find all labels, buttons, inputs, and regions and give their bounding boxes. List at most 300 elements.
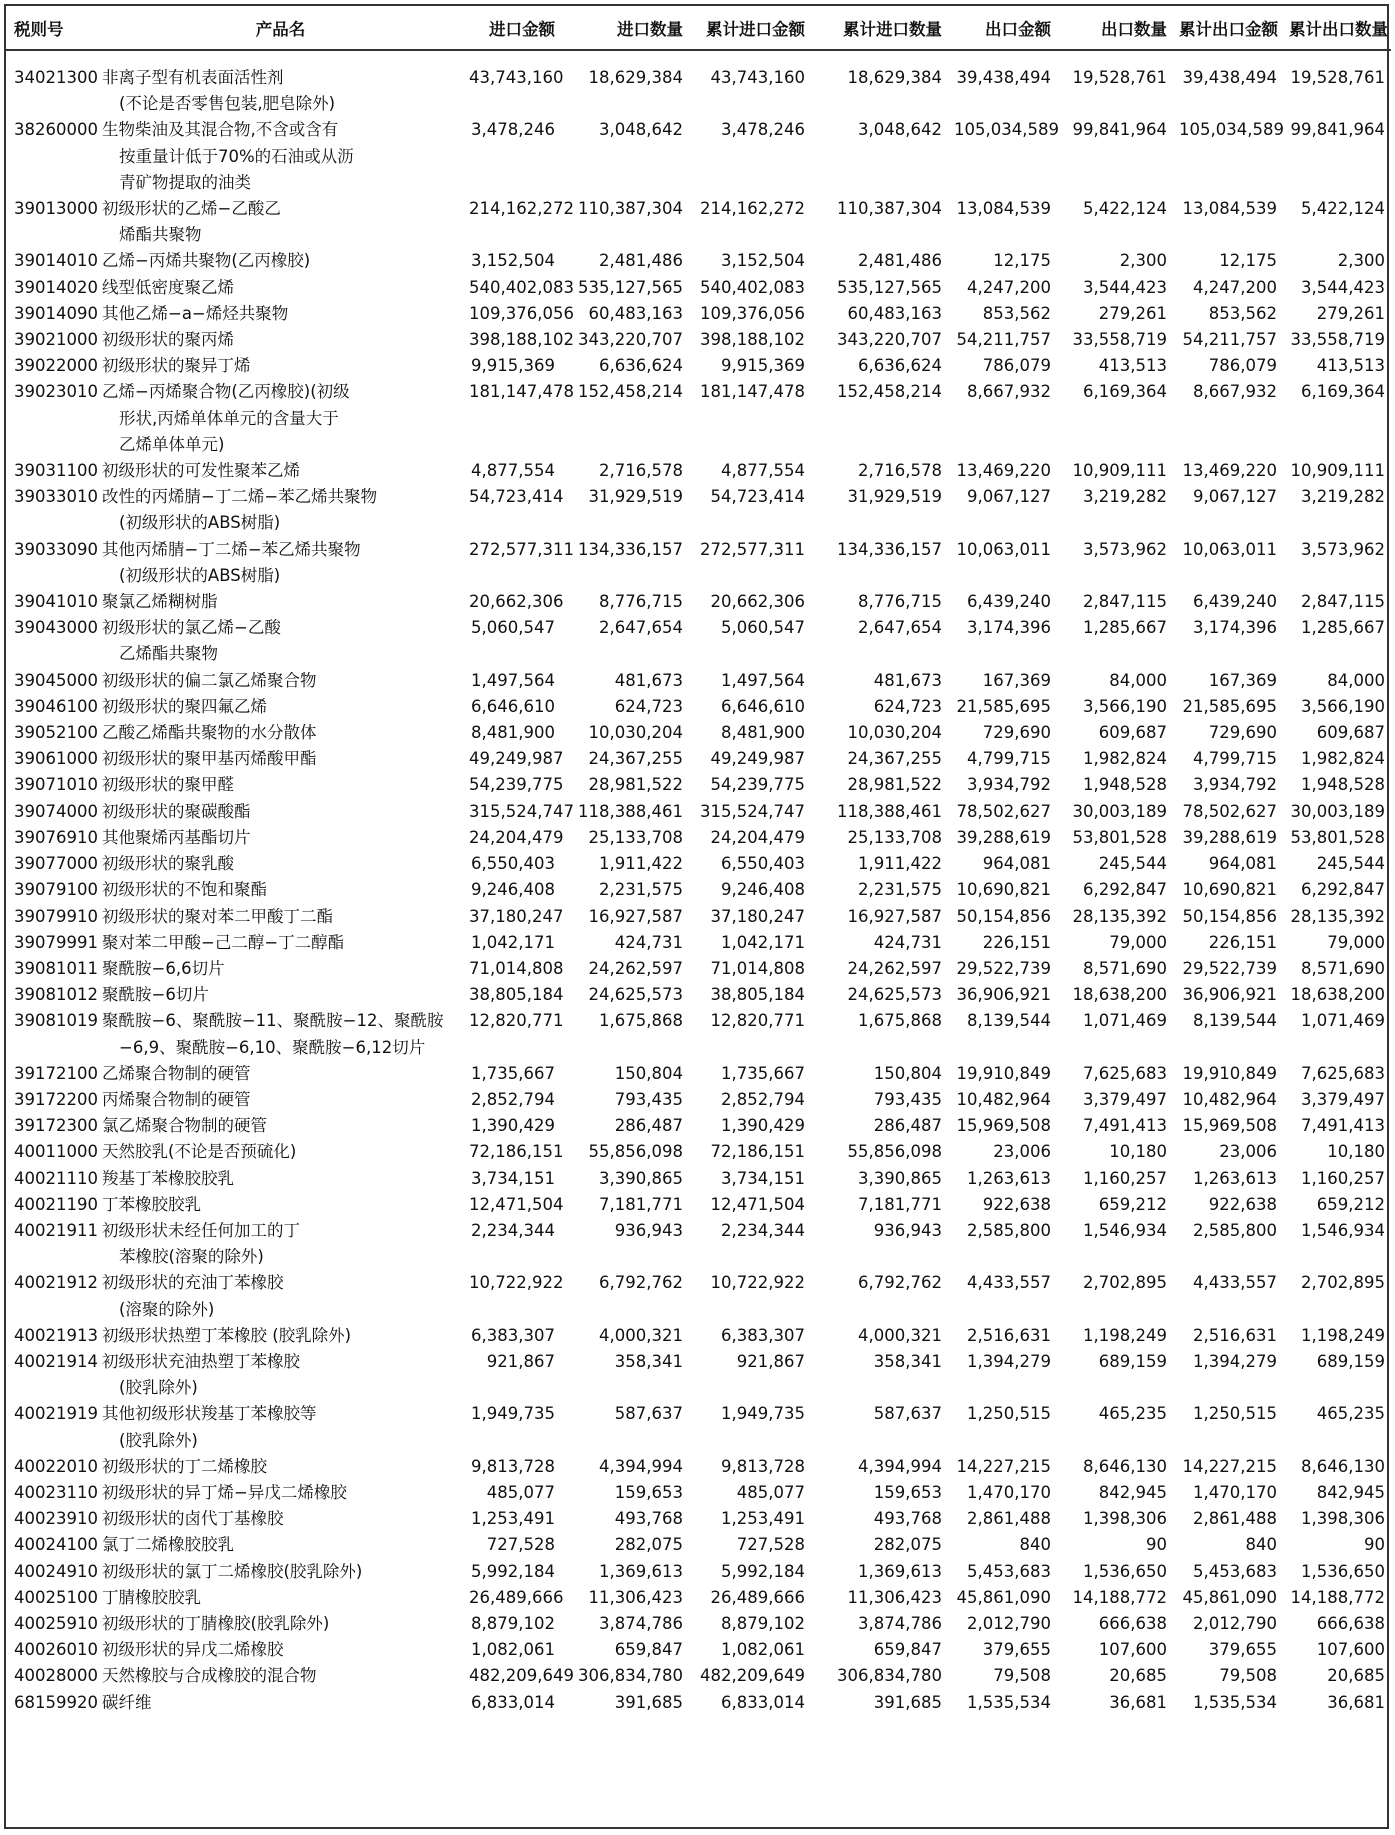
table-frame (4, 4, 1389, 1829)
product-name (98, 1113, 463, 1139)
header-export-qty: 出口数量 (1057, 6, 1173, 50)
export-amount: 4,799,715 (967, 749, 1051, 769)
tariff-code: 40028000 (14, 1666, 98, 1686)
table-row (6, 196, 1391, 248)
cum-import-qty: 493,768 (873, 1509, 942, 1529)
export-qty: 90 (1146, 1535, 1167, 1555)
export-qty: 53,801,528 (1072, 827, 1167, 847)
product-name-line: 乙烯酯共聚物 (119, 644, 218, 664)
import-amount: 6,646,610 (471, 696, 555, 716)
import-amount: 72,186,151 (469, 1142, 564, 1162)
export-amount: 50,154,856 (956, 906, 1051, 926)
export-amount: 54,211,757 (956, 330, 1051, 350)
export-qty: 30,003,189 (1072, 801, 1167, 821)
export-qty: 79,000 (1109, 932, 1167, 952)
cum-export-qty: 2,300 (1337, 251, 1385, 271)
import-amount: 5,060,547 (471, 618, 555, 638)
tariff-code: 39013000 (14, 199, 98, 219)
cum-import-amount: 54,723,414 (710, 487, 805, 507)
export-amount: 39,288,619 (956, 827, 1051, 847)
import-qty: 659,847 (614, 1640, 683, 1660)
product-name-line: 其他聚烯丙基酯切片 (102, 827, 251, 847)
product-name-line: 形状,丙烯单体单元的含量大于 (119, 408, 339, 428)
table-row (6, 615, 1391, 667)
header-export-amount: 出口金额 (948, 6, 1057, 50)
cum-export-amount: 5,453,683 (1193, 1561, 1277, 1581)
cum-import-qty: 624,723 (873, 696, 942, 716)
cum-export-amount: 36,906,921 (1182, 985, 1277, 1005)
cum-import-amount: 3,734,151 (721, 1168, 805, 1188)
cum-export-qty: 8,646,130 (1301, 1456, 1385, 1476)
product-name-line: 其他乙烯−a−烯烃共聚物 (102, 303, 289, 323)
export-amount: 922,638 (982, 1194, 1051, 1214)
import-qty: 24,625,573 (588, 985, 683, 1005)
export-amount: 3,934,792 (967, 775, 1051, 795)
export-amount: 9,067,127 (967, 487, 1051, 507)
export-qty: 84,000 (1109, 670, 1167, 690)
export-amount: 79,508 (993, 1666, 1051, 1686)
export-qty: 33,558,719 (1072, 330, 1167, 350)
cum-export-amount: 729,690 (1208, 723, 1277, 743)
cum-import-qty: 11,306,423 (847, 1587, 942, 1607)
cum-import-amount: 1,082,061 (721, 1640, 805, 1660)
cum-export-qty: 3,219,282 (1301, 487, 1385, 507)
cum-import-qty: 60,483,163 (847, 303, 942, 323)
cum-export-amount: 964,081 (1208, 854, 1277, 874)
import-amount: 181,147,478 (469, 382, 574, 402)
import-qty: 55,856,098 (588, 1142, 683, 1162)
cum-import-amount: 12,820,771 (710, 1011, 805, 1031)
product-name-line: 初级形状的不饱和聚酯 (102, 880, 267, 900)
import-amount: 6,383,307 (471, 1325, 555, 1345)
cum-export-amount: 15,969,508 (1182, 1116, 1277, 1136)
product-name-line: 丁苯橡胶胶乳 (102, 1194, 201, 1214)
cum-export-qty: 666,638 (1316, 1613, 1385, 1633)
cum-export-qty: 107,600 (1316, 1640, 1385, 1660)
cum-export-amount: 226,151 (1208, 932, 1277, 952)
cum-export-qty: 1,948,528 (1301, 775, 1385, 795)
tariff-code: 39033090 (14, 539, 98, 559)
import-qty: 424,731 (614, 932, 683, 952)
cum-import-qty: 28,981,522 (847, 775, 942, 795)
import-qty: 1,675,868 (599, 1011, 683, 1031)
import-amount: 54,723,414 (469, 487, 564, 507)
export-qty: 2,847,115 (1083, 592, 1167, 612)
import-amount: 1,082,061 (471, 1640, 555, 1660)
tariff-code: 39172100 (14, 1063, 98, 1083)
table-header (6, 6, 1391, 50)
product-name-line: 羧基丁苯橡胶胶乳 (102, 1168, 234, 1188)
import-qty: 1,911,422 (599, 854, 683, 874)
export-amount: 1,250,515 (967, 1404, 1051, 1424)
product-name (98, 50, 463, 117)
tariff-code: 39079910 (14, 906, 98, 926)
table-row (6, 50, 1391, 117)
export-amount: 5,453,683 (967, 1561, 1051, 1581)
import-qty: 25,133,708 (588, 827, 683, 847)
table-row (6, 1008, 1391, 1060)
import-qty: 343,220,707 (578, 330, 683, 350)
export-qty: 1,285,667 (1083, 618, 1167, 638)
cum-export-qty: 842,945 (1316, 1482, 1385, 1502)
export-qty: 10,909,111 (1072, 461, 1167, 481)
tariff-code: 34021300 (14, 68, 98, 87)
export-qty: 1,546,934 (1083, 1220, 1167, 1240)
table-row (6, 668, 1391, 694)
cum-export-qty: 5,422,124 (1301, 199, 1385, 219)
cum-import-amount: 72,186,151 (710, 1142, 805, 1162)
cum-export-qty: 8,571,690 (1301, 958, 1385, 978)
import-qty: 282,075 (614, 1535, 683, 1555)
export-qty: 1,982,824 (1083, 749, 1167, 769)
cum-import-qty: 3,048,642 (858, 120, 942, 140)
import-qty: 60,483,163 (588, 303, 683, 323)
table-body (6, 50, 1391, 1716)
cum-export-amount: 2,861,488 (1193, 1509, 1277, 1529)
cum-import-amount: 1,253,491 (721, 1509, 805, 1529)
import-amount: 8,481,900 (471, 723, 555, 743)
export-qty: 842,945 (1098, 1482, 1167, 1502)
tariff-code: 40023110 (14, 1482, 98, 1502)
export-amount: 2,516,631 (967, 1325, 1051, 1345)
table-row (6, 1401, 1391, 1453)
tariff-code: 39172300 (14, 1116, 98, 1136)
cum-export-amount: 167,369 (1208, 670, 1277, 690)
cum-export-qty: 279,261 (1316, 303, 1385, 323)
cum-export-amount: 1,394,279 (1193, 1351, 1277, 1371)
import-qty: 4,000,321 (599, 1325, 683, 1345)
import-amount: 398,188,102 (469, 330, 574, 350)
table-row (6, 1585, 1391, 1611)
cum-import-amount: 5,992,184 (721, 1561, 805, 1581)
table-row (6, 379, 1391, 458)
import-qty: 24,367,255 (588, 749, 683, 769)
cum-import-qty: 31,929,519 (847, 487, 942, 507)
tariff-code: 39052100 (14, 723, 98, 743)
table-row (6, 1611, 1391, 1637)
export-qty: 18,638,200 (1072, 985, 1167, 1005)
product-name (98, 904, 463, 930)
tariff-code: 40011000 (14, 1142, 98, 1162)
cum-import-amount: 485,077 (736, 1482, 805, 1502)
cum-import-amount: 49,249,987 (710, 749, 805, 769)
import-amount: 54,239,775 (469, 775, 564, 795)
table-row (6, 1637, 1391, 1663)
cum-import-qty: 7,181,771 (858, 1194, 942, 1214)
product-name (98, 1218, 463, 1270)
product-name-line: 初级形状的聚丙烯 (102, 330, 234, 350)
export-amount: 1,394,279 (967, 1351, 1051, 1371)
product-name-line: 初级形状的聚四氟乙烯 (102, 696, 267, 716)
export-qty: 14,188,772 (1072, 1587, 1167, 1607)
cum-export-amount: 1,263,613 (1193, 1168, 1277, 1188)
import-amount: 71,014,808 (469, 958, 564, 978)
table-row (6, 1349, 1391, 1401)
import-amount: 5,992,184 (471, 1561, 555, 1581)
import-amount: 2,852,794 (471, 1089, 555, 1109)
product-name-line: 聚酰胺−6切片 (102, 985, 209, 1005)
tariff-code: 40025100 (14, 1587, 98, 1607)
cum-import-qty: 1,369,613 (858, 1561, 942, 1581)
cum-import-qty: 358,341 (873, 1351, 942, 1371)
cum-export-qty: 1,071,469 (1301, 1011, 1385, 1031)
cum-import-qty: 24,367,255 (847, 749, 942, 769)
product-name (98, 1401, 463, 1453)
cum-import-amount: 540,402,083 (700, 277, 805, 297)
import-amount: 9,246,408 (471, 880, 555, 900)
product-name (98, 1480, 463, 1506)
cum-export-qty: 10,909,111 (1290, 461, 1385, 481)
cum-export-amount: 13,084,539 (1182, 199, 1277, 219)
import-qty: 391,685 (614, 1692, 683, 1712)
product-name-line: 天然橡胶与合成橡胶的混合物 (102, 1666, 317, 1686)
tariff-code: 39071010 (14, 775, 98, 795)
tariff-code: 39045000 (14, 670, 98, 690)
product-name-line: 初级形状的氯丁二烯橡胶(胶乳除外) (102, 1561, 363, 1581)
cum-import-amount: 315,524,747 (700, 801, 805, 821)
export-qty: 6,292,847 (1083, 880, 1167, 900)
import-amount: 1,497,564 (471, 670, 555, 690)
cum-import-qty: 282,075 (873, 1535, 942, 1555)
import-amount: 2,234,344 (471, 1220, 555, 1240)
tariff-code: 39022000 (14, 356, 98, 376)
cum-import-qty: 343,220,707 (837, 330, 942, 350)
export-qty: 99,841,964 (1072, 120, 1167, 140)
import-amount: 1,390,429 (471, 1116, 555, 1136)
table-row (6, 1506, 1391, 1532)
cum-import-amount: 37,180,247 (710, 906, 805, 926)
import-qty: 18,629,384 (588, 68, 683, 87)
table-row (6, 799, 1391, 825)
cum-export-qty: 3,544,423 (1301, 277, 1385, 297)
export-amount: 45,861,090 (956, 1587, 1051, 1607)
export-amount: 36,906,921 (956, 985, 1051, 1005)
export-amount: 729,690 (982, 723, 1051, 743)
cum-export-qty: 33,558,719 (1290, 330, 1385, 350)
table-row (6, 825, 1391, 851)
table-row (6, 877, 1391, 903)
cum-import-amount: 8,481,900 (721, 723, 805, 743)
export-amount: 6,439,240 (967, 592, 1051, 612)
product-name-line: 烯酯共聚物 (119, 225, 202, 245)
export-qty: 5,422,124 (1083, 199, 1167, 219)
product-name-line: 天然胶乳(不论是否预硫化) (102, 1142, 297, 1162)
product-name-line: 氯乙烯聚合物制的硬管 (102, 1116, 267, 1136)
export-amount: 19,910,849 (956, 1063, 1051, 1083)
product-name (98, 1690, 463, 1716)
export-amount: 10,690,821 (956, 880, 1051, 900)
import-qty: 31,929,519 (588, 487, 683, 507)
header-tariff-code: 税则号 (6, 6, 98, 50)
import-qty: 535,127,565 (578, 277, 683, 297)
cum-import-amount: 38,805,184 (710, 985, 805, 1005)
import-qty: 110,387,304 (578, 199, 683, 219)
header-import-qty: 进口数量 (561, 6, 689, 50)
import-qty: 134,336,157 (578, 539, 683, 559)
import-qty: 936,943 (614, 1220, 683, 1240)
cum-export-amount: 10,063,011 (1182, 539, 1277, 559)
import-amount: 1,042,171 (471, 932, 555, 952)
cum-import-qty: 16,927,587 (847, 906, 942, 926)
cum-import-qty: 6,636,624 (858, 356, 942, 376)
export-qty: 107,600 (1098, 1640, 1167, 1660)
import-amount: 4,877,554 (471, 461, 555, 481)
product-name-line: 初级形状的聚甲基丙烯酸甲酯 (102, 749, 317, 769)
table-row (6, 956, 1391, 982)
cum-import-amount: 214,162,272 (700, 199, 805, 219)
export-qty: 465,235 (1098, 1404, 1167, 1424)
import-qty: 481,673 (614, 670, 683, 690)
product-name-line: 初级形状的偏二氯乙烯聚合物 (102, 670, 317, 690)
export-amount: 840 (1019, 1535, 1051, 1555)
tariff-code: 40021913 (14, 1325, 98, 1345)
export-qty: 36,681 (1109, 1692, 1167, 1712)
cum-export-amount: 29,522,739 (1182, 958, 1277, 978)
export-qty: 8,646,130 (1083, 1456, 1167, 1476)
tariff-code: 39081019 (14, 1011, 98, 1031)
cum-export-amount: 79,508 (1219, 1666, 1277, 1686)
tariff-code: 39046100 (14, 696, 98, 716)
cum-export-qty: 99,841,964 (1290, 120, 1385, 140)
cum-export-qty: 3,379,497 (1301, 1089, 1385, 1109)
product-name-line: 初级形状的丁腈橡胶(胶乳除外) (102, 1613, 330, 1633)
table-row (6, 720, 1391, 746)
cum-export-qty: 1,982,824 (1301, 749, 1385, 769)
export-amount: 4,433,557 (967, 1273, 1051, 1293)
header-cum-import-amount: 累计进口金额 (689, 6, 811, 50)
tariff-code: 39081011 (14, 958, 98, 978)
cum-export-amount: 10,690,821 (1182, 880, 1277, 900)
cum-import-qty: 2,231,575 (858, 880, 942, 900)
import-amount: 6,550,403 (471, 854, 555, 874)
cum-import-amount: 6,383,307 (721, 1325, 805, 1345)
tariff-code: 40021914 (14, 1351, 98, 1371)
product-name-line: 丙烯聚合物制的硬管 (102, 1089, 251, 1109)
table-row (6, 1139, 1391, 1165)
cum-import-qty: 24,262,597 (847, 958, 942, 978)
cum-export-amount: 922,638 (1208, 1194, 1277, 1214)
export-qty: 666,638 (1098, 1613, 1167, 1633)
import-qty: 159,653 (614, 1482, 683, 1502)
cum-export-amount: 105,034,589 (1179, 120, 1284, 140)
cum-import-qty: 306,834,780 (837, 1666, 942, 1686)
cum-export-amount: 4,247,200 (1193, 277, 1277, 297)
import-amount: 8,879,102 (471, 1613, 555, 1633)
product-name (98, 1585, 463, 1611)
import-amount: 6,833,014 (471, 1692, 555, 1712)
export-qty: 1,198,249 (1083, 1325, 1167, 1345)
cum-export-qty: 1,546,934 (1301, 1220, 1385, 1240)
cum-import-amount: 6,646,610 (721, 696, 805, 716)
export-qty: 19,528,761 (1072, 68, 1167, 87)
cum-import-qty: 1,675,868 (858, 1011, 942, 1031)
product-name-line: (初级形状的ABS树脂) (119, 565, 281, 585)
import-amount: 109,376,056 (469, 303, 574, 323)
export-amount: 2,861,488 (967, 1509, 1051, 1529)
import-qty: 118,388,461 (578, 801, 683, 821)
cum-export-qty: 18,638,200 (1290, 985, 1385, 1005)
tariff-code: 39081012 (14, 985, 98, 1005)
cum-import-qty: 4,000,321 (858, 1325, 942, 1345)
cum-export-qty: 30,003,189 (1290, 801, 1385, 821)
cum-import-amount: 1,042,171 (721, 932, 805, 952)
cum-import-amount: 5,060,547 (721, 618, 805, 638)
import-qty: 2,231,575 (599, 880, 683, 900)
product-name (98, 1454, 463, 1480)
cum-export-qty: 6,169,364 (1301, 382, 1385, 402)
cum-import-qty: 286,487 (873, 1116, 942, 1136)
cum-export-amount: 13,469,220 (1182, 461, 1277, 481)
table-row (6, 353, 1391, 379)
import-qty: 3,874,786 (599, 1613, 683, 1633)
product-name-line: 初级形状未经任何加工的丁 (102, 1220, 300, 1240)
product-name-line: 氯丁二烯橡胶胶乳 (102, 1535, 234, 1555)
import-qty: 150,804 (614, 1063, 683, 1083)
table-row (6, 484, 1391, 536)
export-amount: 853,562 (982, 303, 1051, 323)
tariff-code: 40021911 (14, 1220, 98, 1240)
import-amount: 26,489,666 (469, 1587, 564, 1607)
product-name-line: 碳纤维 (102, 1692, 152, 1712)
import-amount: 9,915,369 (471, 356, 555, 376)
tariff-code: 40026010 (14, 1640, 98, 1660)
tariff-code: 39014010 (14, 251, 98, 271)
export-amount: 13,084,539 (956, 199, 1051, 219)
cum-import-qty: 1,911,422 (858, 854, 942, 874)
tariff-code: 39031100 (14, 461, 98, 481)
cum-import-amount: 8,879,102 (721, 1613, 805, 1633)
cum-import-amount: 12,471,504 (710, 1194, 805, 1214)
cum-import-amount: 1,390,429 (721, 1116, 805, 1136)
export-amount: 29,522,739 (956, 958, 1051, 978)
cum-export-qty: 84,000 (1327, 670, 1385, 690)
cum-export-qty: 1,198,249 (1301, 1325, 1385, 1345)
table-row (6, 1166, 1391, 1192)
import-amount: 272,577,311 (469, 539, 574, 559)
cum-export-qty: 3,566,190 (1301, 696, 1385, 716)
cum-import-amount: 1,735,667 (721, 1063, 805, 1083)
tariff-code: 40025910 (14, 1613, 98, 1633)
import-qty: 286,487 (614, 1116, 683, 1136)
product-name (98, 1139, 463, 1165)
import-amount: 3,478,246 (471, 120, 555, 140)
export-amount: 379,655 (982, 1640, 1051, 1660)
cum-import-qty: 2,647,654 (858, 618, 942, 638)
export-amount: 8,139,544 (967, 1011, 1051, 1031)
product-name-line: 聚酰胺−6,6切片 (102, 958, 225, 978)
cum-export-amount: 8,139,544 (1193, 1011, 1277, 1031)
tariff-code: 39014090 (14, 303, 98, 323)
cum-import-qty: 118,388,461 (837, 801, 942, 821)
import-amount: 20,662,306 (469, 592, 564, 612)
cum-export-amount: 2,585,800 (1193, 1220, 1277, 1240)
export-qty: 3,566,190 (1083, 696, 1167, 716)
import-amount: 1,735,667 (471, 1063, 555, 1083)
product-name (98, 1270, 463, 1322)
product-name (98, 117, 463, 196)
cum-import-qty: 2,716,578 (858, 461, 942, 481)
cum-export-amount: 1,470,170 (1193, 1482, 1277, 1502)
cum-export-amount: 19,910,849 (1182, 1063, 1277, 1083)
export-amount: 21,585,695 (956, 696, 1051, 716)
cum-export-amount: 853,562 (1208, 303, 1277, 323)
cum-export-amount: 39,288,619 (1182, 827, 1277, 847)
cum-export-amount: 1,250,515 (1193, 1404, 1277, 1424)
product-name-line: 聚对苯二甲酸−己二醇−丁二醇酯 (102, 932, 345, 952)
cum-export-amount: 14,227,215 (1182, 1456, 1277, 1476)
cum-import-amount: 6,833,014 (721, 1692, 805, 1712)
cum-import-qty: 150,804 (873, 1063, 942, 1083)
